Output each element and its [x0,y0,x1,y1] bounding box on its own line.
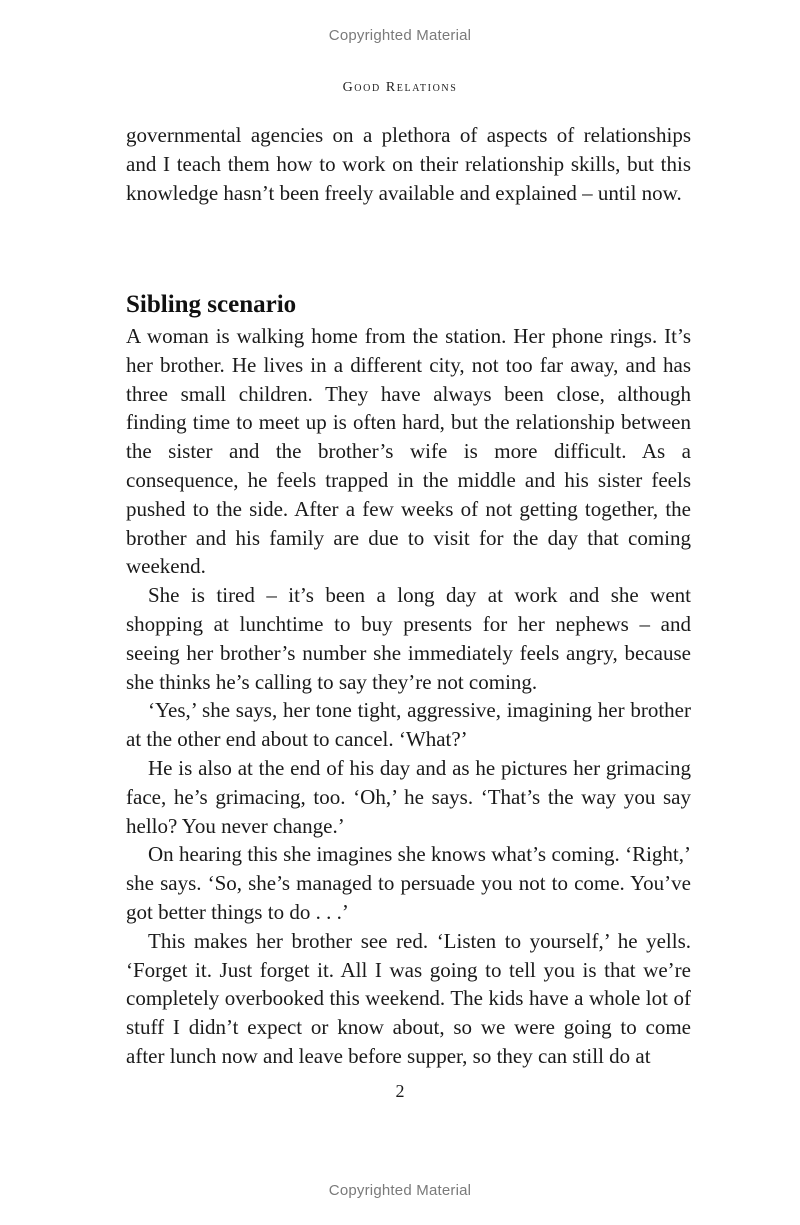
body-paragraph: On hearing this she imagines she knows what’s coming. ‘Right,’ she says. ‘So, she’s managed to persuade you not to come. You’ve got better things to do . . .’ [126,842,691,924]
section-heading: Sibling scenario [126,291,297,318]
copyright-watermark-bottom: Copyrighted Material [328,1182,472,1199]
section-body [126,322,691,1071]
running-head: Good Relations [342,80,458,95]
intro-text-block [126,121,691,207]
intro-paragraph: governmental agencies on a plethora of aspects of relationships and I teach them how to work on their relationship skills, but this knowledge hasn’t been freely available and explained – until now. [126,123,691,205]
body-paragraph: This makes her brother see red. ‘Listen to yourself,’ he yells. ‘Forget it. Just forget it. All I was going to tell you is that we’re completely overbooked this weekend. The kids have a whole lot of stuff I didn’t expect or know about, so we were going to come after lunch now and leave before supper, so they can still do at [126,928,691,1068]
body-paragraph: She is tired – it’s been a long day at work and she went shopping at lunchtime to buy presents for her nephews – and seeing her brother’s number she immediately feels angry, because she thinks he’s calling to say they’re not coming. [126,583,691,694]
page-number: 2 [395,1081,405,1101]
body-paragraph: A woman is walking home from the station. Her phone rings. It’s her brother. He lives in a different city, not too far away, and has three small children. They have always been close, although finding time to meet up is often hard, but the relationship between the sister and the brother’s wife is more difficult. As a consequence, he feels trapped in the middle and his sister feels pushed to the side. After a few weeks of not getting together, the brother and his family are due to visit for the day that coming weekend. [126,324,691,579]
copyright-watermark-top: Copyrighted Material [328,27,472,44]
body-paragraph: ‘Yes,’ she says, her tone tight, aggressive, imagining her brother at the other end about to cancel. ‘What?’ [126,698,691,752]
body-paragraph: He is also at the end of his day and as he pictures her grimacing face, he’s grimacing, too. ‘Oh,’ he says. ‘That’s the way you say hello? You never change.’ [126,755,691,838]
